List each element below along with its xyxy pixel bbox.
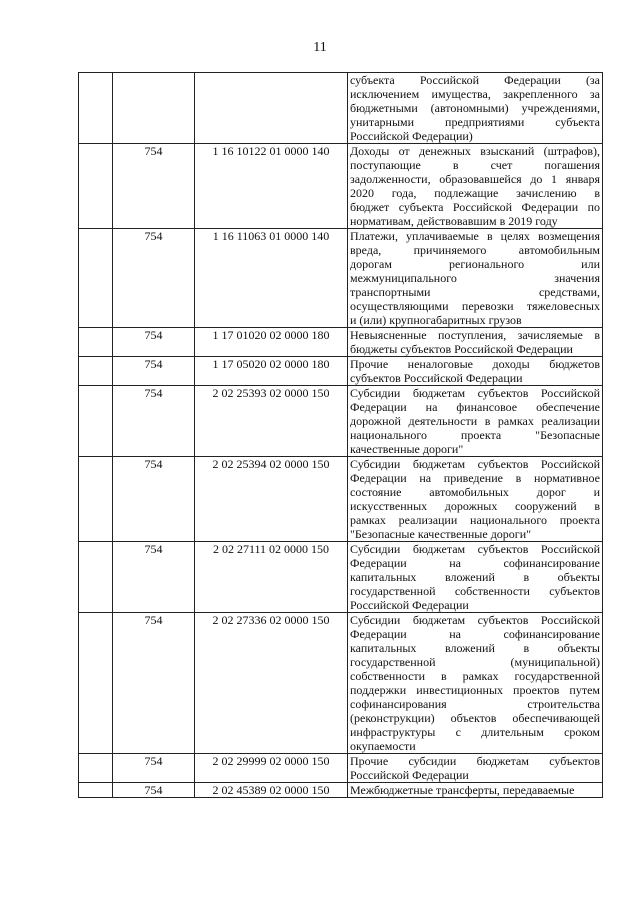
description-line: задолженности, образовавшейся до 1 января (350, 172, 600, 186)
budget-classification-code: 1 17 05020 02 0000 180 (195, 357, 348, 386)
revenue-description (348, 229, 603, 328)
description-line: бюджеты субъектов Российской Федерации (350, 342, 573, 356)
table-row (79, 144, 603, 229)
description-line: искусственных дорожных сооружений в (350, 499, 600, 513)
description-line: качественные дороги" (350, 442, 464, 456)
budget-classification-code: 2 02 45389 02 0000 150 (195, 783, 348, 798)
administrator-code: 754 (113, 144, 195, 229)
revenue-description (348, 73, 603, 144)
description-line: Российской Федерации (350, 768, 469, 782)
administrator-code: 754 (113, 542, 195, 613)
budget-classification-code: 2 02 25393 02 0000 150 (195, 386, 348, 457)
table-row (79, 457, 603, 542)
description-line: Федерации на финансовое обеспечение (350, 400, 600, 414)
description-line: бюджет субъекта Российской Федерации по (350, 200, 600, 214)
description-line: национального проекта "Безопасные (350, 428, 600, 442)
description-line: Российской Федерации) (350, 129, 473, 143)
row-blank-cell (79, 386, 113, 457)
row-blank-cell (79, 144, 113, 229)
administrator-code: 754 (113, 328, 195, 357)
description-line: Межбюджетные трансферты, передаваемые (350, 783, 575, 797)
description-line: субъектов Российской Федерации (350, 371, 523, 385)
description-line: Субсидии бюджетам субъектов Российской (350, 613, 600, 627)
description-line: поступающие в счет погашения (350, 158, 600, 172)
description-line: (реконструкции) объектов обеспечивающей (350, 711, 600, 725)
administrator-code: 754 (113, 229, 195, 328)
description-line: поддержки инвестиционных проектов путем (350, 683, 600, 697)
administrator-code: 754 (113, 783, 195, 798)
revenue-codes-table (78, 72, 603, 798)
description-line: нормативам, действовавшим в 2019 году (350, 214, 558, 228)
table-row (79, 357, 603, 386)
description-line: Субсидии бюджетам субъектов Российской (350, 542, 600, 556)
description-line: субъекта Российской Федерации (за (350, 73, 600, 87)
budget-classification-code: 1 16 10122 01 0000 140 (195, 144, 348, 229)
administrator-code: 754 (113, 613, 195, 754)
description-line: инфраструктуры с длительным сроком (350, 725, 600, 739)
description-line: дорогам регионального или (350, 257, 600, 271)
description-line: "Безопасные качественные дороги" (350, 527, 532, 541)
revenue-description (348, 357, 603, 386)
budget-classification-code: 2 02 29999 02 0000 150 (195, 754, 348, 783)
table-body (79, 73, 603, 798)
row-blank-cell (79, 328, 113, 357)
row-blank-cell (79, 229, 113, 328)
description-line: дорожной деятельности в рамках реализации (350, 414, 600, 428)
table-row (79, 328, 603, 357)
budget-classification-code: 2 02 27336 02 0000 150 (195, 613, 348, 754)
revenue-description (348, 542, 603, 613)
description-line: Субсидии бюджетам субъектов Российской (350, 386, 600, 400)
administrator-code: 754 (113, 386, 195, 457)
description-line: осуществляющими перевозки тяжеловесных (350, 299, 600, 313)
description-line: Прочие субсидии бюджетам субъектов (350, 754, 600, 768)
description-line: Субсидии бюджетам субъектов Российской (350, 457, 600, 471)
revenue-description (348, 386, 603, 457)
revenue-description (348, 144, 603, 229)
table-row (79, 613, 603, 754)
description-line: государственной (муниципальной) (350, 655, 600, 669)
table-row (79, 542, 603, 613)
description-line: транспортными средствами, (350, 285, 600, 299)
row-blank-cell (79, 542, 113, 613)
description-line: Федерации на софинансирование (350, 556, 600, 570)
budget-classification-code: 1 17 01020 02 0000 180 (195, 328, 348, 357)
budget-classification-code: 2 02 25394 02 0000 150 (195, 457, 348, 542)
page-number: 11 (313, 40, 327, 55)
description-line: бюджетными (автономными) учреждениями, (350, 101, 600, 115)
description-line: унитарными предприятиями субъекта (350, 115, 600, 129)
row-blank-cell (79, 754, 113, 783)
revenue-description (348, 457, 603, 542)
description-line: софинансирования строительства (350, 697, 600, 711)
revenue-description (348, 783, 603, 798)
description-line: состояние автомобильных дорог и (350, 485, 600, 499)
description-line: Невыясненные поступления, зачисляемые в (350, 328, 600, 342)
description-line: Прочие неналоговые доходы бюджетов (350, 357, 600, 371)
description-line: межмуниципального значения (350, 271, 600, 285)
table-row (79, 73, 603, 144)
description-line: и (или) крупногабаритных грузов (350, 313, 522, 327)
budget-classification-code (195, 73, 348, 144)
row-blank-cell (79, 613, 113, 754)
table-row (79, 754, 603, 783)
description-line: рамках реализации национального проекта (350, 513, 600, 527)
revenue-description (348, 613, 603, 754)
description-line: Федерации на софинансирование (350, 627, 600, 641)
description-line: Платежи, уплачиваемые в целях возмещения (350, 229, 600, 243)
description-line: исключением имущества, закрепленного за (350, 87, 600, 101)
administrator-code: 754 (113, 357, 195, 386)
description-line: вреда, причиняемого автомобильным (350, 243, 600, 257)
description-line: собственности в рамках государственной (350, 669, 600, 683)
revenue-description (348, 328, 603, 357)
administrator-code (113, 73, 195, 144)
description-line: государственной собственности субъектов (350, 584, 600, 598)
description-line: Российской Федерации (350, 598, 469, 612)
description-line: капитальных вложений в объекты (350, 570, 600, 584)
budget-classification-code: 1 16 11063 01 0000 140 (195, 229, 348, 328)
row-blank-cell (79, 457, 113, 542)
revenue-description (348, 754, 603, 783)
administrator-code: 754 (113, 754, 195, 783)
description-line: капитальных вложений в объекты (350, 641, 600, 655)
description-line: Федерации на приведение в нормативное (350, 471, 600, 485)
row-blank-cell (79, 73, 113, 144)
budget-classification-code: 2 02 27111 02 0000 150 (195, 542, 348, 613)
description-line: 2020 года, подлежащие зачислению в (350, 186, 600, 200)
row-blank-cell (79, 357, 113, 386)
description-line: окупаемости (350, 739, 416, 753)
table-row (79, 229, 603, 328)
table-row (79, 783, 603, 798)
table-row (79, 386, 603, 457)
row-blank-cell (79, 783, 113, 798)
description-line: Доходы от денежных взысканий (штрафов), (350, 144, 600, 158)
administrator-code: 754 (113, 457, 195, 542)
